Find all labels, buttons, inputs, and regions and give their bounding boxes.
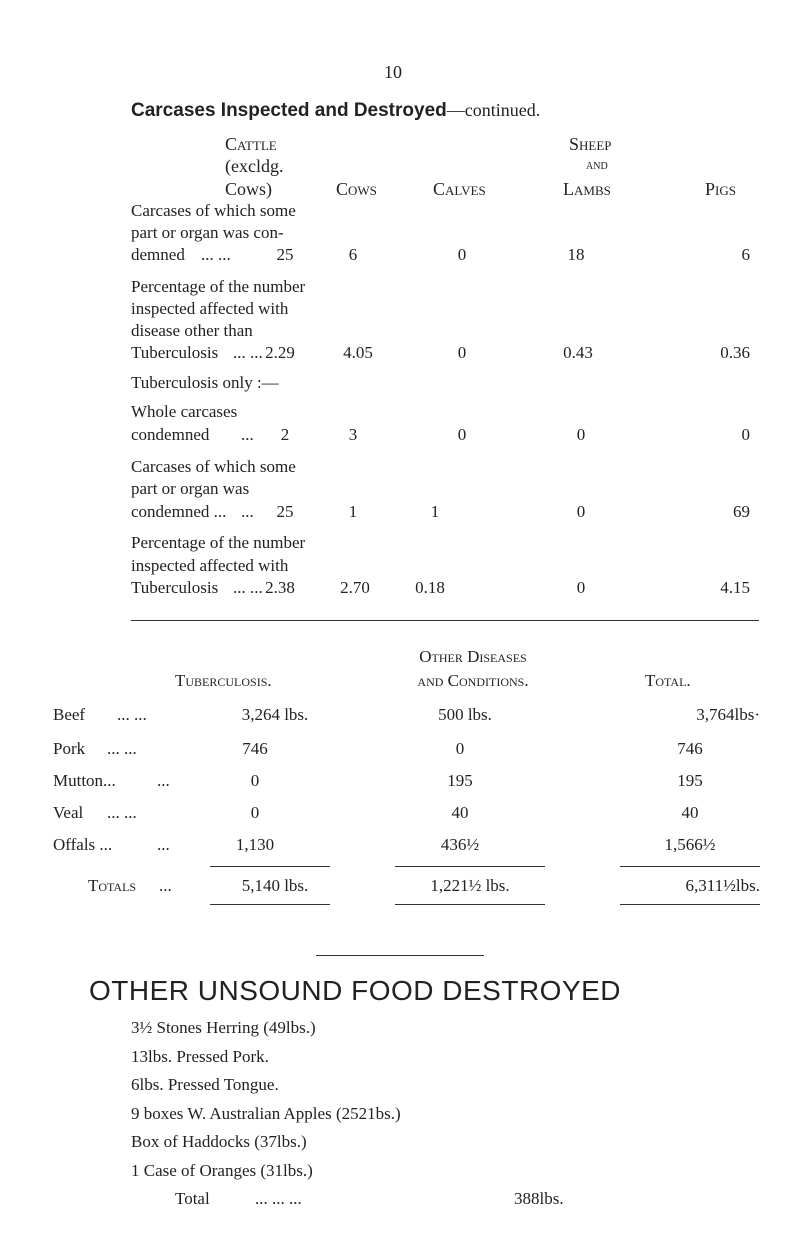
totals-bottom-rule-right (620, 904, 760, 905)
cell-other: 436½ (440, 835, 480, 854)
cell-pigs: 69 (733, 502, 750, 521)
totals-tb: 5,140 lbs. (241, 876, 309, 895)
list-item: 3½ Stones Herring (49lbs.) (131, 1018, 316, 1037)
cell-other: 500 lbs. (438, 705, 492, 724)
cell-calves: 0 (457, 425, 467, 444)
cell-other: 40 (451, 803, 469, 822)
row-leader: ... ... (107, 803, 137, 822)
row-leader: ... (241, 425, 254, 444)
food-total-leader: ... ... ... (255, 1189, 302, 1208)
cell-total: 40 (681, 803, 699, 822)
cell-sheep: 0 (576, 578, 586, 597)
totals-other: 1,221½ lbs. (430, 876, 510, 895)
row-label-line: part or organ was con- (131, 223, 284, 242)
cell-tb: 746 (242, 739, 268, 758)
row-label-line: part or organ was (131, 479, 250, 498)
header-sheep-2: and (586, 158, 608, 173)
section-heading: OTHER UNSOUND FOOD DESTROYED (89, 975, 622, 1006)
row-label-line: Tuberculosis (131, 343, 219, 362)
row-label-line: inspected affected with (131, 556, 289, 575)
cell-cows: 3 (348, 425, 358, 444)
food-total-label: Total (175, 1189, 210, 1208)
row-label-line: Tuberculosis (131, 578, 219, 597)
cell-other: 195 (447, 771, 473, 790)
header-sheep-1: Sheep (569, 134, 612, 154)
table1-bottom-rule (131, 620, 759, 621)
header-cattle-1: Cattle (225, 134, 277, 154)
cell-cows: 2.70 (340, 578, 370, 597)
row-label-line: Carcases of which some (131, 201, 296, 220)
list-item: Box of Haddocks (37lbs.) (131, 1132, 307, 1151)
list-item: 9 boxes W. Australian Apples (2521bs.) (131, 1104, 401, 1123)
header-cattle-3: Cows) (225, 179, 273, 199)
cell-total: 3,764lbs· (696, 705, 760, 724)
list-item: 6lbs. Pressed Tongue. (131, 1075, 279, 1094)
cell-sheep: 18 (567, 245, 585, 264)
cell-cattle: 2.29 (265, 343, 295, 362)
cell-cattle: 25 (276, 502, 294, 521)
header-other-1: Other Diseases (419, 647, 527, 666)
table1-title (131, 100, 540, 122)
cell-calves: 0.18 (415, 578, 445, 597)
cell-cattle: 25 (276, 245, 294, 264)
totals-label: Totals (88, 876, 137, 895)
cell-tb: 1,130 (235, 835, 275, 854)
row-label-line: Carcases of which some (131, 457, 296, 476)
totals-top-rule-right (620, 866, 760, 867)
row-leader: ... ... (233, 578, 263, 597)
header-cows: Cows (336, 179, 377, 199)
table1-title-cont: —continued. (446, 100, 541, 120)
row-leader: ... (157, 771, 170, 790)
header-other-2: and Conditions. (417, 671, 529, 690)
page-number: 10 (384, 62, 402, 82)
cell-sheep: 0 (576, 425, 586, 444)
row-leader: ... (157, 835, 170, 854)
header-total: Total. (645, 671, 691, 690)
row-label-line: disease other than (131, 321, 253, 340)
cell-calves: 0 (457, 245, 467, 264)
list-item: 1 Case of Oranges (31lbs.) (131, 1161, 313, 1180)
cell-cows: 1 (348, 502, 358, 521)
cell-sheep: 0 (576, 502, 586, 521)
totals-bottom-rule-left (210, 904, 330, 905)
row-label-line: Tuberculosis only :— (131, 373, 279, 392)
totals-leader: ... (159, 876, 172, 895)
cell-other: 0 (455, 739, 465, 758)
row-leader: ... ... (117, 705, 147, 724)
row-leader: ... ... (233, 343, 263, 362)
row-label-line: condemned ... (131, 502, 227, 521)
row-label-line: inspected affected with (131, 299, 289, 318)
row-leader: ... ... (107, 739, 137, 758)
row-leader: ... (241, 502, 254, 521)
row-label: Veal (53, 803, 84, 822)
row-label-line: Percentage of the number (131, 277, 306, 296)
cell-cattle: 2 (280, 425, 290, 444)
cell-tb: 3,264 lbs. (241, 705, 309, 724)
cell-tb: 0 (250, 803, 260, 822)
cell-tb: 0 (250, 771, 260, 790)
header-tuberculosis: Tuberculosis. (175, 671, 272, 690)
cell-total: 746 (677, 739, 703, 758)
cell-total: 195 (677, 771, 703, 790)
header-pigs: Pigs (705, 179, 736, 199)
cell-pigs: 0.36 (720, 343, 750, 362)
cell-pigs: 4.15 (720, 578, 750, 597)
cell-cattle: 2.38 (265, 578, 295, 597)
cell-pigs: 6 (741, 245, 750, 264)
row-label: Beef (53, 705, 86, 724)
cell-sheep: 0.43 (563, 343, 593, 362)
cell-cows: 4.05 (343, 343, 373, 362)
row-label: Offals ... (53, 835, 113, 854)
cell-calves: 1 (430, 502, 440, 521)
row-label: Pork (53, 739, 86, 758)
totals-bottom-rule-mid (395, 904, 545, 905)
row-label: Mutton... (53, 771, 116, 790)
cell-calves: 0 (457, 343, 467, 362)
row-label-line: condemned (131, 425, 210, 444)
cell-cows: 6 (348, 245, 358, 264)
cell-pigs: 0 (741, 425, 750, 444)
list-item: 13lbs. Pressed Pork. (131, 1047, 269, 1066)
cell-total: 1,566½ (664, 835, 716, 854)
header-sheep-3: Lambs (563, 179, 611, 199)
header-cattle-2: (excldg. (225, 156, 284, 176)
totals-top-rule-left (210, 866, 330, 867)
totals-total: 6,311½lbs. (685, 876, 760, 895)
section-divider (316, 955, 484, 956)
header-calves: Calves (433, 179, 486, 199)
table1-title-bold: Carcases Inspected and Destroyed (131, 100, 447, 121)
row-label-line: demned (131, 245, 185, 264)
totals-top-rule-mid (395, 866, 545, 867)
row-label-line: Whole carcases (131, 402, 238, 421)
row-leader: ... ... (201, 245, 231, 264)
food-total-value: 388lbs. (514, 1189, 564, 1208)
row-label-line: Percentage of the number (131, 533, 306, 552)
